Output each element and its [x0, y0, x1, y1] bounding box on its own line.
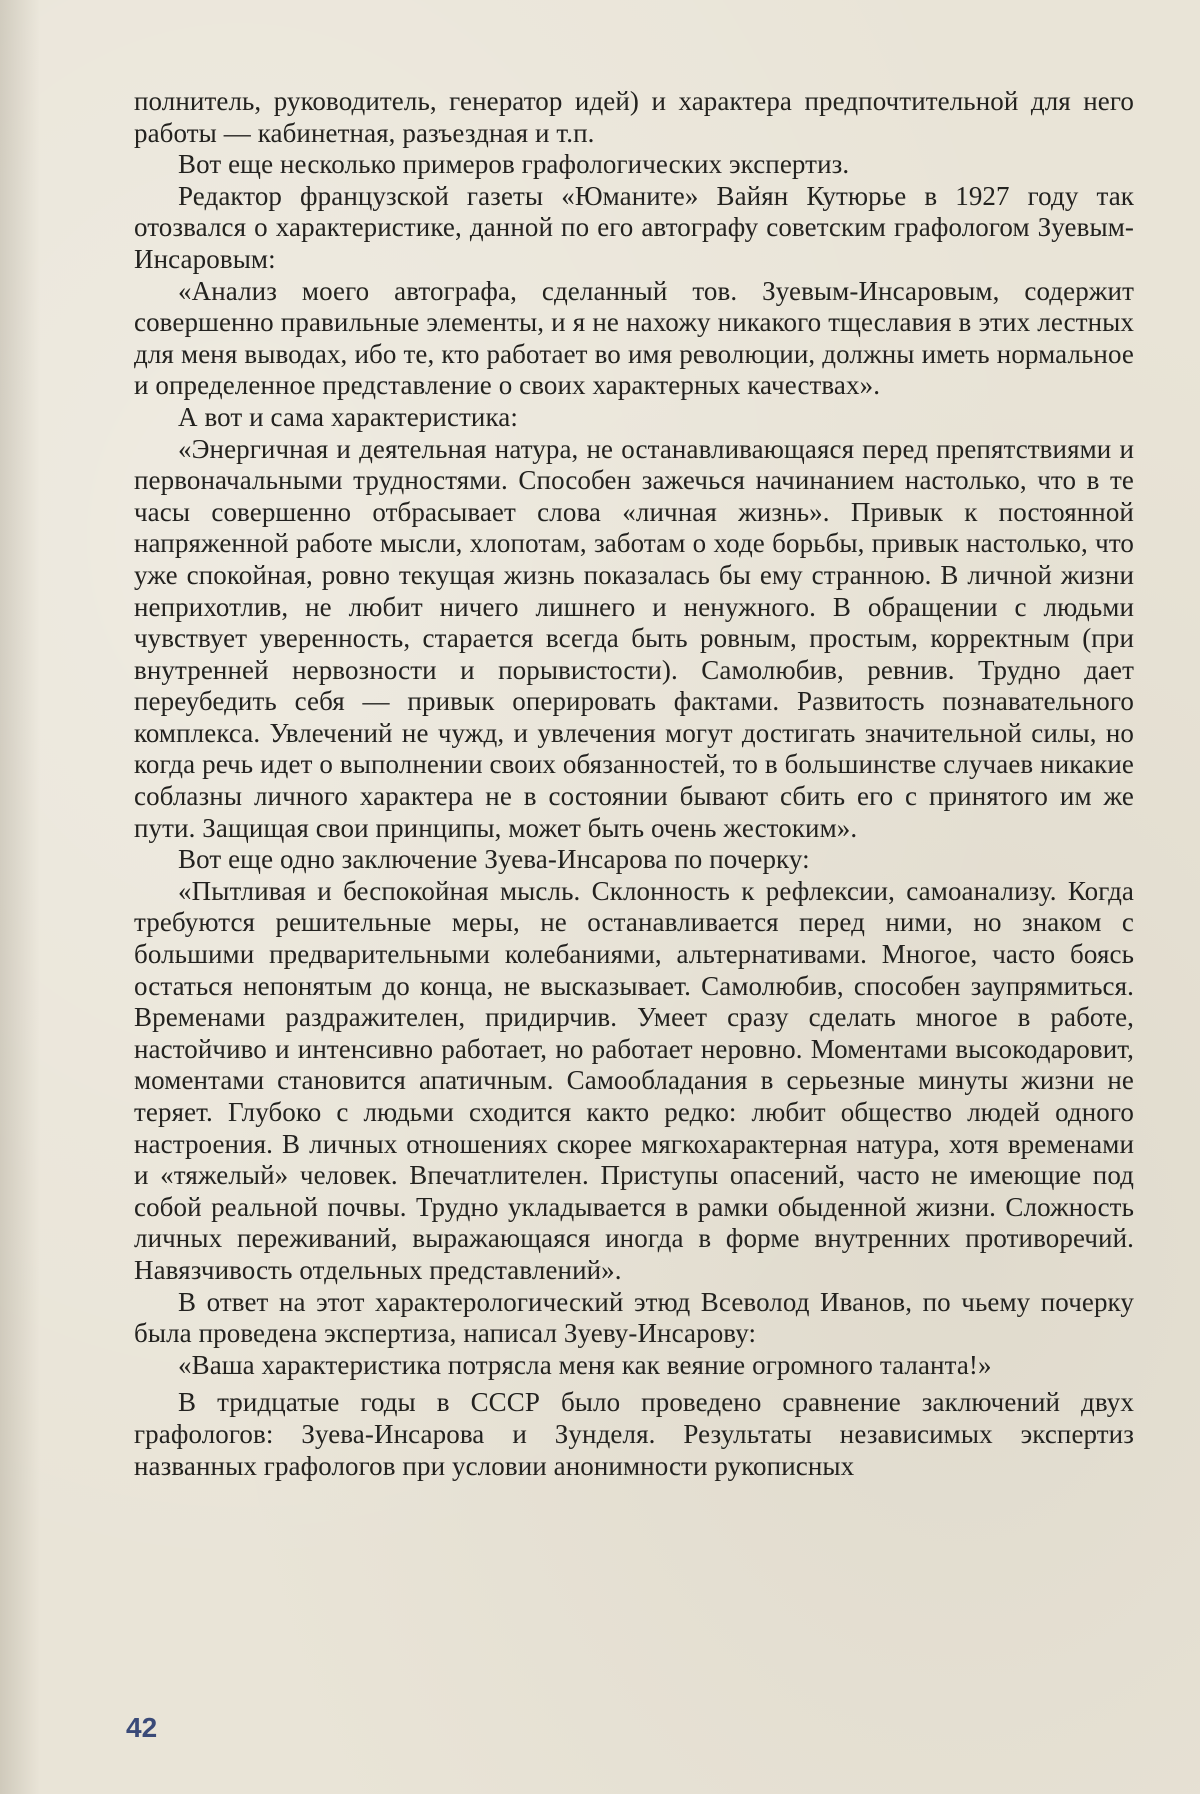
paragraph: Вот еще несколько примеров графологических экспертиз. [178, 149, 850, 180]
paragraph: Редактор французской газеты «Юманите» Вайян Кутюрье в 1927 году так отозвался о характеристике, данной по его автографу советским графологом Зуевым-Инсаровым: [134, 180, 1134, 274]
paragraph: В тридцатые годы в СССР было проведено сравнение заключений двух графологов: Зуева-Инсарова и Зунделя. Результаты независимых экспертиз названных графологов при условии анонимности рукописных [134, 1387, 1134, 1481]
book-page [134, 86, 1134, 1736]
paragraph-continuation: полнитель, руководитель, генератор идей) и характера предпочтительной для него работы — кабинетная, разъездная и т.п. [134, 86, 1134, 148]
quote-paragraph: «Ваша характеристика потрясла меня как веяние огромного таланта!» [178, 1349, 992, 1380]
quote-paragraph: «Анализ моего автографа, сделанный тов. Зуевым-Инсаровым, содержит совершенно правильные элементы, и я не нахожу никакого тщеславия в этих лестных для меня выводах, ибо те, кто работает во имя революции, должны иметь нормальное и определенное представление о своих характерных качествах». [134, 275, 1134, 401]
body-text [134, 86, 1134, 1482]
quote-paragraph: «Энергичная и деятельная натура, не останавливающаяся перед препятствиями и первоначальными трудностями. Способен зажечься начинанием настолько, что в те часы совершенно отбрасывает слова «личная жизнь». Привык к постоянной напряженной работе мысли, хлопотам, заботам о ходе борьбы, привык настолько, что уже спокойная, ровно текущая жизнь показалась бы ему странною. В личной жизни неприхотлив, не любит ничего лишнего и ненужного. В обращении с людьми чувствует уверенность, старается всегда быть ровным, простым, корректным (при внутренней нервозности и порывистости). Самолюбив, ревнив. Трудно дает переубедить себя — привык оперировать фактами. Развитость познавательного комплекса. Увлечений не чужд, и увлечения могут достигать значительной силы, но когда речь идет о выполнении своих обязанностей, то в большинстве случаев никакие соблазны личного характера не в состоянии бывают сбить его с принятого им же пути. Защищая свои принципы, может быть очень жестоким». [134, 433, 1134, 843]
page-number: 42 [126, 1712, 158, 1743]
quote-paragraph: «Пытливая и беспокойная мысль. Склонность к рефлексии, самоанализу. Когда требуются решительные меры, не останавливается перед ними, но знаком с большими предварительными колебаниями, альтернативами. Многое, часто боясь остаться непонятым до конца, не высказывает. Самолюбив, способен заупрямиться. Временами раздражителен, придирчив. Умеет сразу сделать многое в работе, настойчиво и интенсивно работает, но работает неровно. Моментами высокодаровит, моментами становится апатичным. Самообладания в серьезные минуты жизни не теряет. Глубоко с людьми сходится както редко: любит общество людей одного настроения. В личных отношениях скорее мягкохарактерная натура, хотя временами и «тяжелый» человек. Впечатлителен. Приступы опасений, часто не имеющие под собой реальной почвы. Трудно укладывается в рамки обыденной жизни. Сложность личных переживаний, выражающаяся иногда в форме внутренних противоречий. Навязчивость отдельных представлений». [134, 875, 1134, 1285]
paragraph: В ответ на этот характерологический этюд Всеволод Иванов, по чьему почерку была проведена экспертиза, написал Зуеву-Инсарову: [134, 1286, 1134, 1349]
paragraph: Вот еще одно заключение Зуева-Инсарова по почерку: [178, 844, 810, 875]
paragraph: А вот и сама характеристика: [178, 401, 518, 432]
binding-shadow [0, 0, 40, 1794]
